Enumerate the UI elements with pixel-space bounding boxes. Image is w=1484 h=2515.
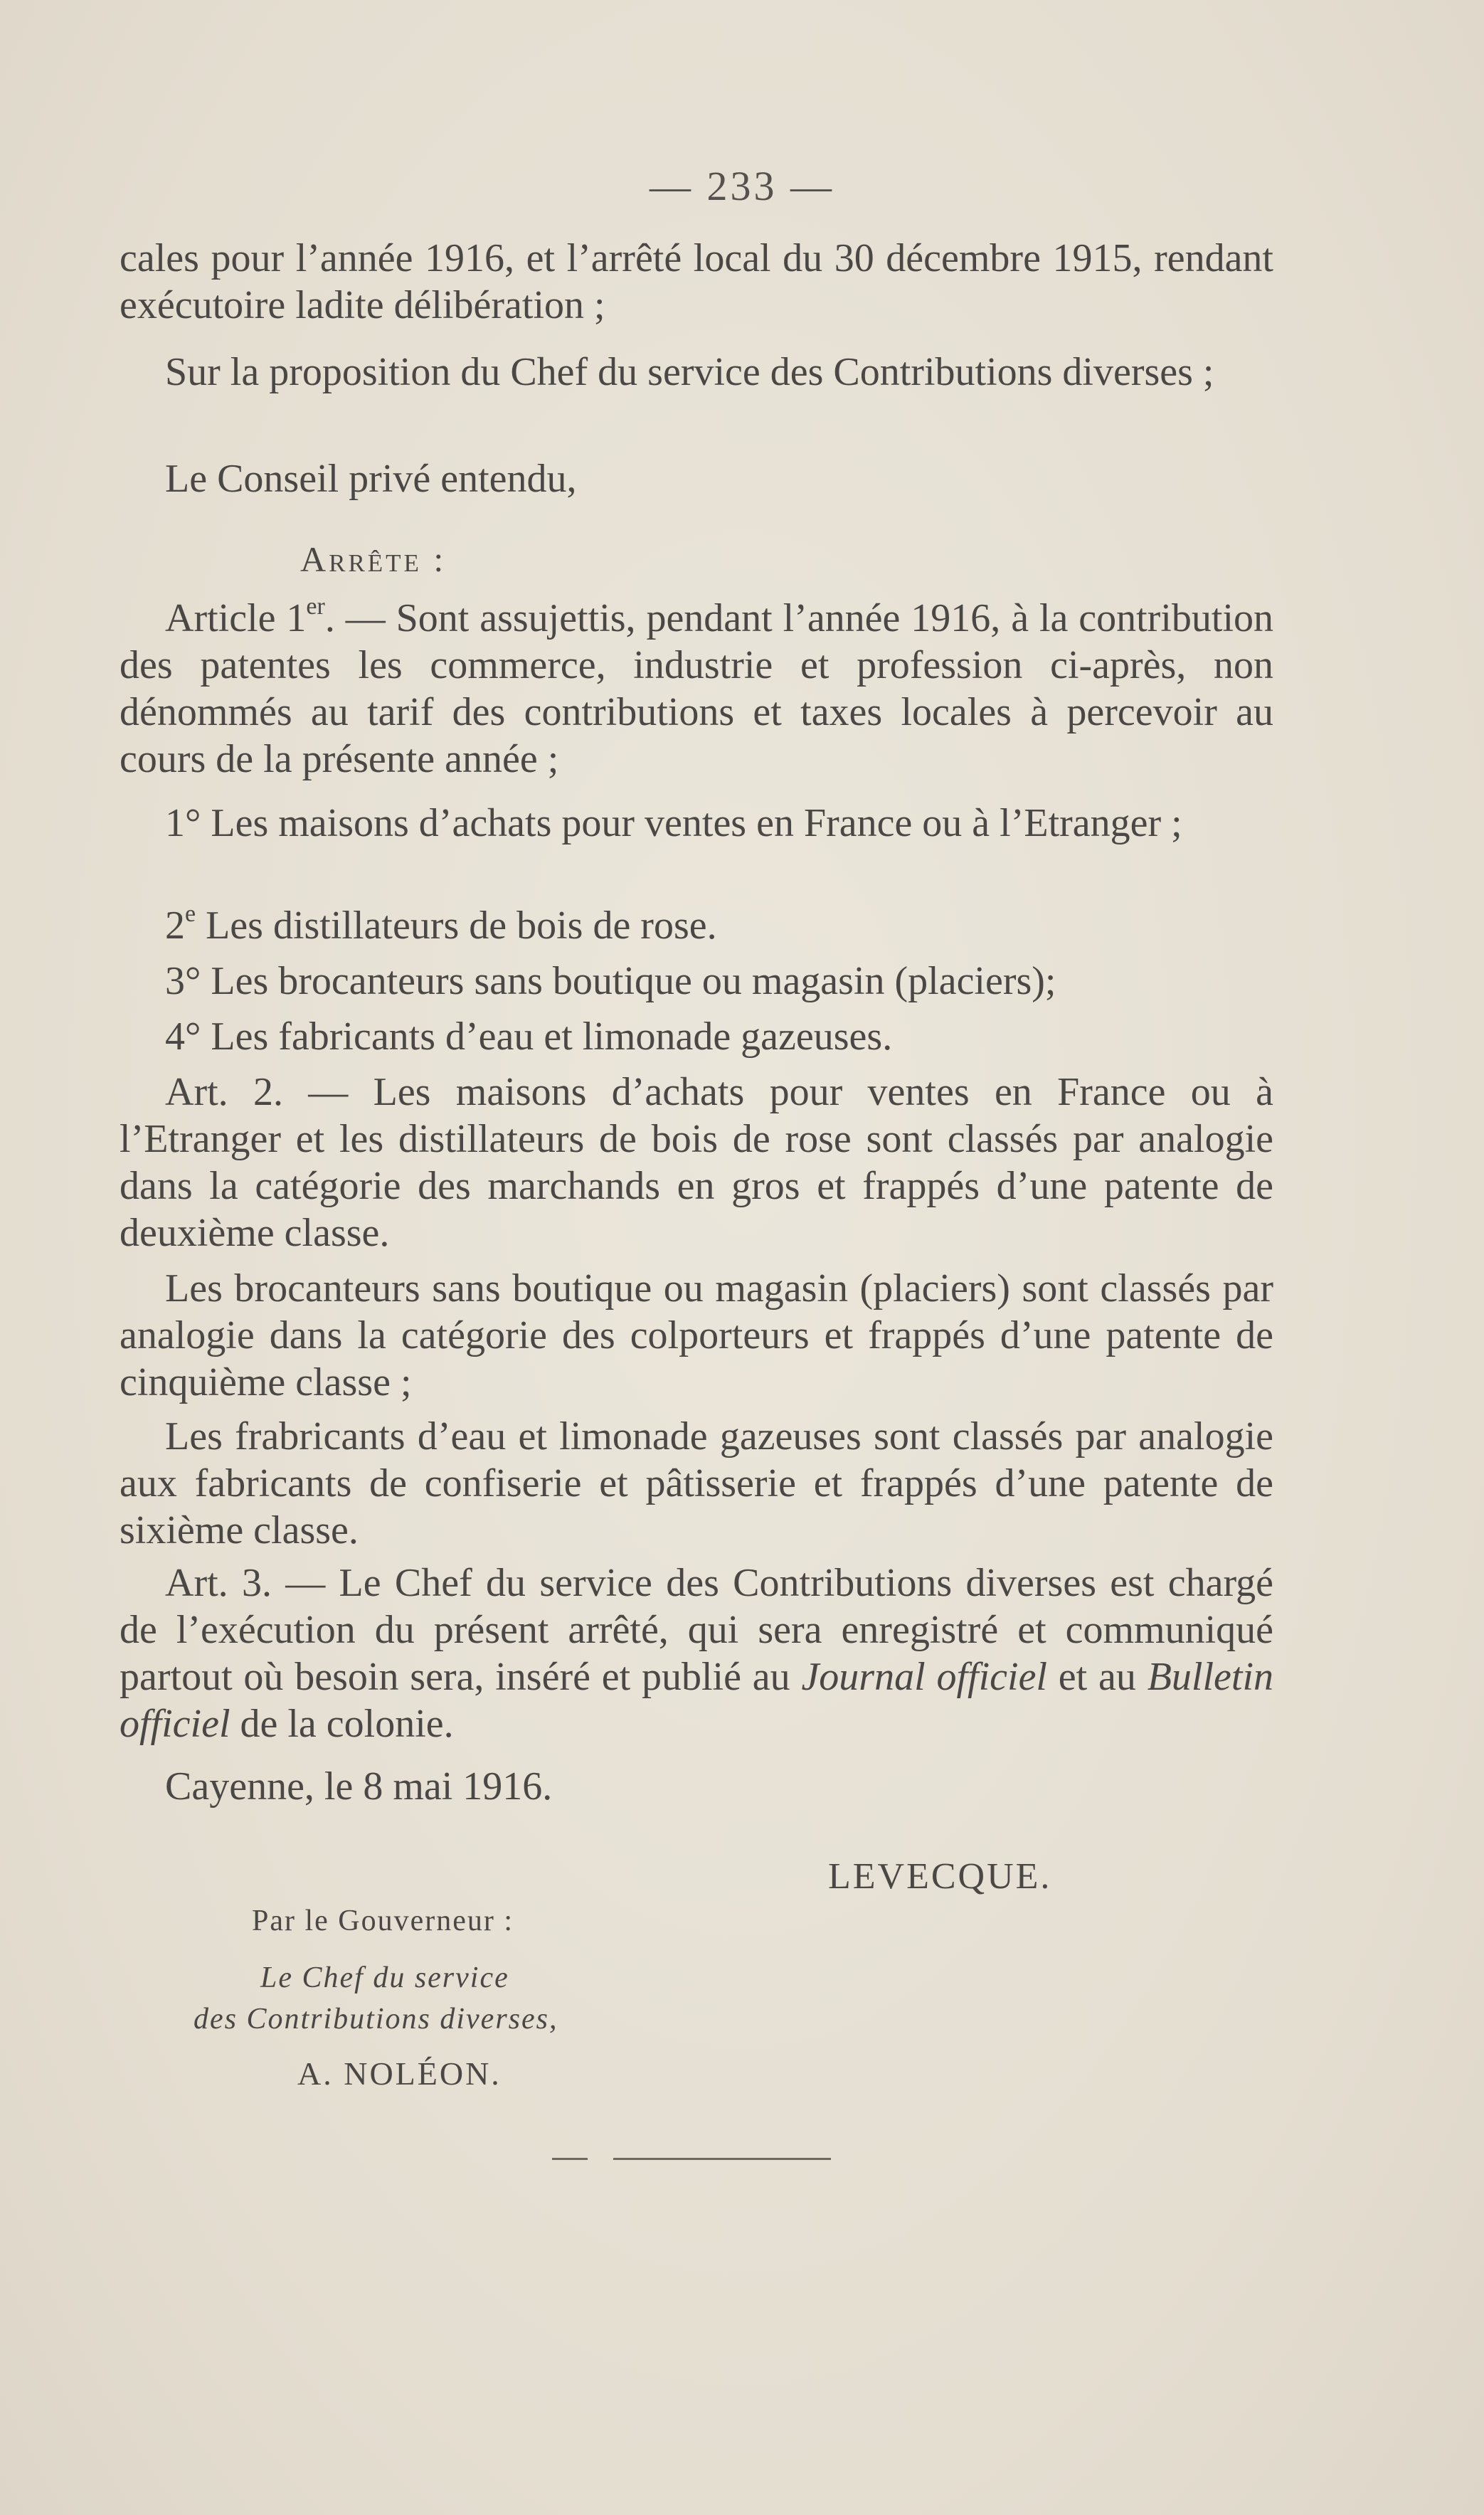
divider-short (552, 2158, 588, 2160)
article-2: Art. 2. — Les maisons d’achats pour ventes en France ou à l’Etranger et les distillateurs de bois de rose sont classés par analogie dans la catégorie des marchands en gros et frappés d’une patente de deuxième classe. (120, 1070, 1273, 1255)
list-item-2-sup: e (185, 901, 196, 928)
list-item-4: 4° Les fabricants d’eau et limonade gazeuses. (165, 1015, 893, 1059)
paragraph-conseil: Le Conseil privé entendu, (165, 457, 577, 501)
article-3 (120, 1560, 1273, 1747)
list-item-2-num: 2 (165, 904, 185, 948)
chef-service-line1: Le Chef du service (260, 1961, 509, 1994)
signatory-noleon: A. NOLÉON. (297, 2055, 502, 2092)
list-item-1: 1° Les maisons d’achats pour ventes en France ou à l’Etranger ; (165, 801, 1182, 845)
paragraph-fabricants: Les frabricants d’eau et limonade gazeuses sont classés par analogie aux fabricants de confiserie et pâtisserie et frappés d’une patente de sixième classe. (120, 1414, 1273, 1552)
article-1 (120, 595, 1273, 783)
list-item-2-text: Les distillateurs de bois de rose. (196, 904, 717, 948)
article-1-text: . — Sont assujettis, pendant l’année 1916, à la contribution des patentes les commerce, industrie et profession ci-après, non dénommés au tarif des contributions et taxes locales à percevoir au cours de la présente année ; (120, 596, 1274, 781)
heading-arrete-text: Arrête : (300, 539, 447, 579)
article-3-end: de la colonie. (230, 1702, 454, 1746)
list-item-2 (120, 902, 1273, 949)
article-3-mid: et au (1046, 1655, 1148, 1699)
paragraph-proposition: Sur la proposition du Chef du service des Contributions diverses ; (165, 350, 1214, 394)
governor-signature: LEVECQUE. (828, 1856, 1052, 1897)
article-3-start: Art. 3. — Le Chef du service des Contributions diverses est chargé de l’exécution du présent arrêté, qui sera enregistré et communiqué partout où besoin sera, inséré et publié au (120, 1561, 1273, 1699)
divider-long (613, 2158, 831, 2160)
page-number: — 233 — (650, 163, 834, 209)
article-1-sup: er (306, 593, 325, 620)
article-3-journal: Journal officiel (801, 1655, 1047, 1699)
list-item-3: 3° Les brocanteurs sans boutique ou magasin (placiers); (165, 959, 1056, 1003)
heading-arrete (300, 535, 727, 583)
paragraph-brocanteurs: Les brocanteurs sans boutique ou magasin (placiers) sont classés par analogie dans la catégorie des colporteurs et frappés d’une patente de cinquième classe ; (120, 1266, 1273, 1404)
article-1-label: Article 1 (165, 596, 307, 640)
chef-service-line2: des Contributions diverses, (194, 2003, 558, 2035)
paragraph-intro: cales pour l’année 1916, et l’arrêté local du 30 décembre 1915, rendant exécutoire ladite délibération ; (120, 236, 1273, 327)
article-3-bulletin: Bulletin officiel (120, 1655, 1273, 1746)
par-le-gouverneur: Par le Gouverneur : (252, 1905, 514, 1937)
date-line: Cayenne, le 8 mai 1916. (165, 1764, 553, 1809)
